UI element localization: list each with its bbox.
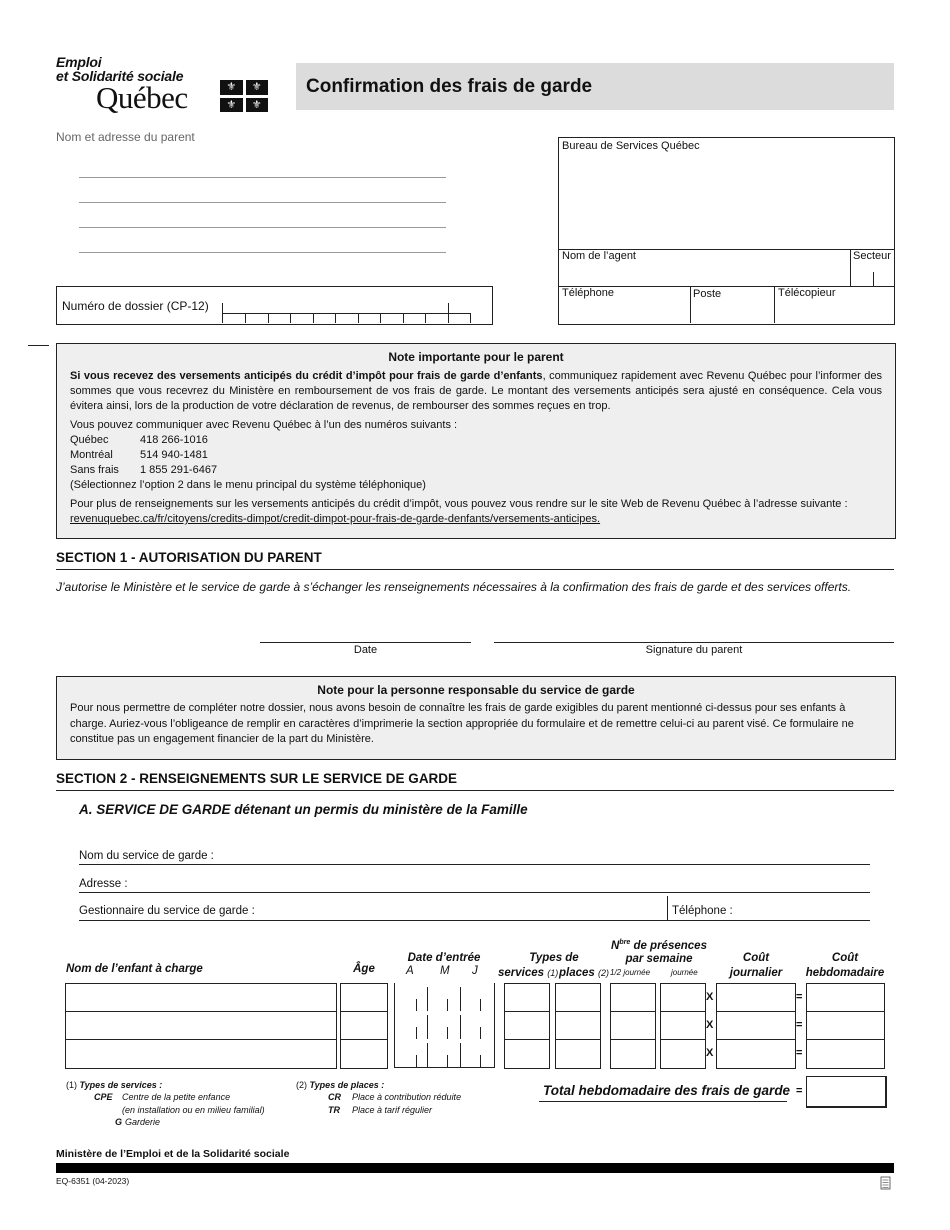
child-place-type-cell[interactable] — [555, 983, 601, 1013]
note-parent-p4: Pour plus de renseignements sur les versements anticipés du crédit d’impôt, vous pouvez vous rendre sur le site Web de Revenu Québec à l’adresse suivante : — [70, 498, 848, 510]
date-tick — [480, 999, 481, 1011]
subsection-a-title — [79, 802, 528, 817]
col-cout-j1: Coût — [742, 952, 770, 964]
child-halfday-cell[interactable] — [610, 1039, 656, 1069]
total-equals: = — [796, 1085, 803, 1097]
child-weekly-cost-cell[interactable] — [806, 1039, 885, 1069]
times-sign: X — [706, 991, 714, 1003]
parent-line-4[interactable] — [79, 252, 446, 253]
col-services-label: services — [498, 967, 545, 979]
child-name-cell[interactable] — [65, 1039, 337, 1069]
dossier-tick — [222, 303, 223, 323]
legend-service-label: Centre de la petite enfance — [122, 1092, 231, 1102]
form-title: Confirmation des frais de garde — [306, 76, 593, 97]
signature-label: Signature du parent — [645, 644, 743, 656]
legend-place-code: CR — [328, 1092, 341, 1102]
legend-service-label: (en installation ou en milieu familial) — [122, 1105, 265, 1115]
legend-service-label: Garderie — [125, 1117, 161, 1127]
secteur-tick — [873, 272, 874, 286]
legend-service-code: G — [114, 1117, 122, 1127]
parent-line-1[interactable] — [79, 177, 446, 178]
child-weekly-cost-cell[interactable] — [806, 1011, 885, 1041]
signature-field[interactable] — [494, 642, 894, 643]
phone-number: 1 855 291-6467 — [140, 464, 218, 476]
phone-row — [70, 463, 882, 478]
total-rule — [539, 1101, 787, 1102]
child-service-type-cell[interactable] — [504, 983, 550, 1013]
date-tick — [427, 1043, 428, 1067]
bureau-label: Bureau de Services Québec — [562, 140, 700, 152]
date-tick — [447, 999, 448, 1011]
child-weekly-cost-cell[interactable] — [806, 983, 885, 1013]
date-tick — [460, 1043, 461, 1067]
times-sign: X — [706, 1047, 714, 1059]
col-presences-header — [604, 939, 714, 952]
date-tick — [416, 999, 417, 1011]
dossier-tick — [245, 313, 246, 323]
child-halfday-cell[interactable] — [610, 1011, 656, 1041]
telephone-divider — [667, 896, 668, 920]
child-fullday-cell[interactable] — [660, 983, 706, 1013]
office-telephone-label: Téléphone — [562, 287, 614, 299]
parent-line-3[interactable] — [79, 227, 446, 228]
phone-city: Québec — [70, 434, 109, 446]
parent-line-2[interactable] — [79, 202, 446, 203]
phone-city: Montréal — [70, 449, 113, 461]
col-demi-header: 1/2 journée — [610, 968, 651, 977]
note-parent-title: Note importante pour le parent — [388, 350, 564, 364]
child-age-cell[interactable] — [340, 983, 388, 1013]
col-services-note: (1) — [547, 968, 559, 978]
equals-sign: = — [796, 1047, 803, 1059]
legend-place-row — [328, 1105, 432, 1115]
logo-line1: Emploi — [56, 54, 102, 70]
phone-row — [70, 448, 882, 463]
note-parent-p3: (Sélectionnez l’option 2 dans le menu principal du système téléphonique) — [70, 479, 426, 491]
ministry-name: Ministère de l’Emploi et de la Solidarité sociale — [56, 1148, 290, 1160]
legend-places-num: (2) — [296, 1080, 307, 1090]
date-tick — [460, 987, 461, 1011]
secteur-label: Secteur — [853, 250, 891, 262]
dossier-tick — [335, 313, 336, 323]
col-presences-sup: bre — [619, 939, 631, 946]
date-label: Date — [353, 644, 378, 656]
col-date-j: J — [472, 965, 478, 977]
gestionnaire-label: Gestionnaire du service de garde : — [79, 905, 255, 917]
child-fullday-cell[interactable] — [660, 1039, 706, 1069]
logo-line2: et Solidarité sociale — [56, 68, 184, 84]
dossier-tick — [290, 313, 291, 323]
section2-title: SECTION 2 - RENSEIGNEMENTS SUR LE SERVICE DE GARDE — [56, 771, 458, 786]
secteur-divider — [850, 249, 851, 286]
equals-sign: = — [796, 991, 803, 1003]
date-field[interactable] — [260, 642, 471, 643]
child-name-cell[interactable] — [65, 983, 337, 1013]
date-tick — [447, 1027, 448, 1039]
col-date-a: A — [406, 965, 414, 977]
legend-places-title — [296, 1080, 384, 1090]
section2-rule — [56, 790, 894, 791]
note-parent-bold-lead: Si vous recevez des versements anticipés du crédit d’impôt pour frais de garde d’enfants — [70, 370, 543, 382]
total-input[interactable] — [806, 1076, 887, 1108]
form-code: EQ-6351 (04-2023) — [56, 1176, 130, 1186]
col-nom-header: Nom de l’enfant à charge — [66, 963, 203, 975]
date-tick — [427, 1015, 428, 1039]
legend-services-label: Types de services : — [79, 1080, 163, 1090]
logo-quebec: Québec — [96, 80, 188, 115]
col-date-m: M — [440, 965, 450, 977]
nom-service-label: Nom du service de garde : — [79, 850, 214, 862]
date-tick — [480, 1027, 481, 1039]
col-cout-h1: Coût — [831, 952, 859, 964]
date-tick — [416, 1027, 417, 1039]
phone-number: 514 940-1481 — [140, 449, 208, 461]
section1-title: SECTION 1 - AUTORISATION DU PARENT — [56, 550, 322, 565]
date-tick — [427, 987, 428, 1011]
agent-label: Nom de l’agent — [562, 250, 636, 262]
subsection-a-bold: A. SERVICE DE GARDE — [79, 802, 231, 817]
date-tick — [447, 1055, 448, 1067]
child-daily-cost-cell[interactable] — [716, 1011, 796, 1041]
col-places-note: (2) — [598, 968, 610, 978]
legend-places-label: Types de places : — [309, 1080, 385, 1090]
dossier-tick — [403, 313, 404, 323]
times-sign: X — [706, 1019, 714, 1031]
legend-services-title — [66, 1080, 162, 1090]
dossier-tick — [425, 313, 426, 323]
telecopieur-divider — [774, 286, 775, 323]
legend-place-label: Place à tarif régulier — [352, 1105, 433, 1115]
telecopieur-label: Télécopieur — [778, 287, 836, 299]
child-daily-cost-cell[interactable] — [716, 983, 796, 1013]
dossier-tick — [358, 313, 359, 323]
note-parent-p1-rest: , communiquez rapidement avec Revenu Québec pour l’informer des sommes que vous recevrez du Ministère en remboursement de vos frais de garde. Le montant des versements anticipés sera ajusté en conséquence. Cela vous évitera ainsi, lors de la production de votre déclaration de revenus, de rembourser des sommes reçues en trop. — [70, 370, 883, 412]
child-place-type-cell[interactable] — [555, 1011, 601, 1041]
note-parent-box — [56, 343, 896, 539]
col-cout-h2: hebdomadaire — [805, 967, 885, 979]
note-parent-p1 — [70, 369, 882, 414]
col-places-header — [559, 967, 609, 979]
dossier-tick — [313, 313, 314, 323]
footer-bar — [56, 1163, 894, 1173]
note-parent-p2: Vous pouvez communiquer avec Revenu Québec à l’un des numéros suivants : — [70, 419, 458, 431]
poste-label: Poste — [693, 288, 722, 300]
dossier-tick — [268, 313, 269, 323]
col-cout-j2: journalier — [729, 967, 783, 979]
legend-service-code: CPE — [94, 1092, 113, 1102]
nom-service-field[interactable] — [79, 864, 870, 865]
legend-service-row — [94, 1092, 230, 1102]
revenu-quebec-link[interactable]: revenuquebec.ca/fr/citoyens/credits-dimpot/credit-dimpot-pour-frais-de-garde-denfants/versements-anticipes. — [70, 513, 601, 525]
dossier-tick — [448, 303, 449, 323]
adresse-field[interactable] — [79, 892, 870, 893]
col-presences-n: N — [611, 939, 620, 952]
adresse-label: Adresse : — [79, 878, 128, 890]
date-tick — [460, 1015, 461, 1039]
parent-block-label: Nom et adresse du parent — [56, 130, 195, 144]
child-fullday-cell[interactable] — [660, 1011, 706, 1041]
legend-service-row — [94, 1117, 160, 1127]
child-service-type-cell[interactable] — [504, 1011, 550, 1041]
child-place-type-cell[interactable] — [555, 1039, 601, 1069]
child-daily-cost-cell[interactable] — [716, 1039, 796, 1069]
date-tick — [480, 1055, 481, 1067]
section1-text: J’autorise le Ministère et le service de garde à s’échanger les renseignements nécessaires à la confirmation des frais de garde et des services offerts. — [56, 580, 852, 594]
note-service-box — [56, 676, 896, 760]
col-presences-label: de présences — [630, 939, 707, 952]
dossier-baseline — [222, 313, 470, 314]
col-types-header: Types de — [529, 952, 579, 964]
child-halfday-cell[interactable] — [610, 983, 656, 1013]
note-service-title: Note pour la personne responsable du service de garde — [317, 683, 635, 697]
date-tick — [416, 1055, 417, 1067]
phone-city: Sans frais — [70, 464, 119, 476]
child-name-cell[interactable] — [65, 1011, 337, 1041]
section1-rule — [56, 569, 894, 570]
legend-services-num: (1) — [66, 1080, 77, 1090]
dossier-tick — [380, 313, 381, 323]
equals-sign: = — [796, 1019, 803, 1031]
legend-place-code: TR — [328, 1105, 340, 1115]
document-icon — [880, 1175, 890, 1189]
child-age-cell[interactable] — [340, 1011, 388, 1041]
dossier-label: Numéro de dossier (CP-12) — [62, 299, 209, 313]
legend-place-label: Place à contribution réduite — [352, 1092, 462, 1102]
phone-row — [70, 433, 882, 448]
col-age-header: Âge — [353, 963, 375, 975]
legend-service-row — [94, 1105, 265, 1115]
poste-divider — [690, 286, 691, 323]
fleur-de-lis-flag-icon: ⚜ ⚜ ⚜ ⚜ — [220, 80, 268, 112]
total-label: Total hebdomadaire des frais de garde — [543, 1083, 791, 1098]
col-presences2-header: par semaine — [625, 953, 693, 965]
note-service-text: Pour nous permettre de compléter notre dossier, nous avons besoin de connaître les frais de garde exigibles du parent mentionné ci-dessus pour ses enfants à charge. Auriez-vous l’obligeance de remplir en caractères d’imprimerie la section appropriée du formulaire et de remettre celui-ci au parent visé. Ce formulaire ne constitue pas un engagement financier de la part du Ministère. — [70, 702, 854, 745]
dossier-tick — [470, 313, 471, 323]
fold-mark — [28, 345, 49, 346]
child-service-type-cell[interactable] — [504, 1039, 550, 1069]
service-telephone-label: Téléphone : — [672, 905, 733, 917]
col-places-label: places — [559, 967, 595, 979]
col-journee-header: journée — [671, 968, 698, 977]
subsection-a-rest: détenant un permis du ministère de la Famille — [230, 802, 528, 817]
legend-place-row — [328, 1092, 461, 1102]
gestionnaire-field[interactable] — [79, 920, 870, 921]
phone-number: 418 266-1016 — [140, 434, 208, 446]
child-age-cell[interactable] — [340, 1039, 388, 1069]
col-date-header: Date d’entrée — [407, 952, 481, 964]
col-services-header — [498, 967, 558, 979]
